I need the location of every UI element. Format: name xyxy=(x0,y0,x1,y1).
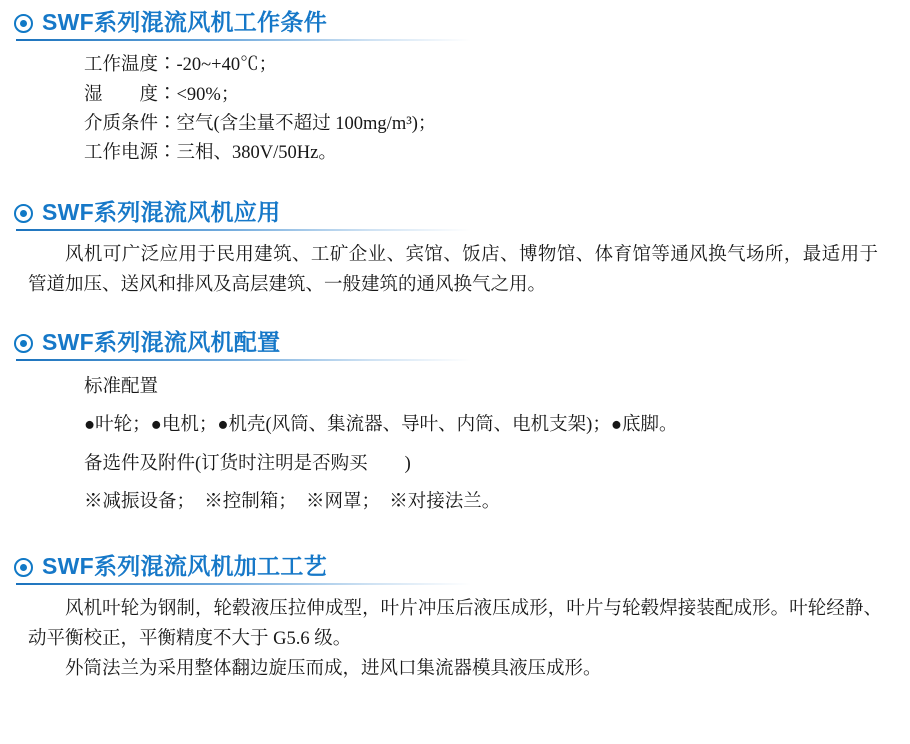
target-bullet-icon xyxy=(14,204,33,223)
list-item: 湿 度∶<90%； xyxy=(84,84,240,105)
section-heading xyxy=(14,200,896,229)
section-configuration xyxy=(14,330,896,530)
list-item: 介质条件∶空气(含尘量不超过 100mg/m³)； xyxy=(84,113,437,134)
optional-config-label: 备选件及附件(订货时注明是否购买 ) xyxy=(84,453,411,474)
list-item: 工作温度∶-20~+40℃； xyxy=(84,55,278,76)
section-applications xyxy=(14,200,896,304)
paragraph: 外筒法兰为采用整体翻边旋压而成，进风口集流器模具液压成形。 xyxy=(65,658,602,679)
target-bullet-icon xyxy=(14,14,33,33)
section-title: SWF系列混流风机配置 xyxy=(42,328,281,355)
standard-config-items: ●叶轮；●电机；●机壳(风筒、集流器、导叶、内筒、电机支架)；●底脚。 xyxy=(84,415,678,436)
optional-config-items: ※减振设备； ※控制箱； ※网罩； ※对接法兰。 xyxy=(84,491,501,512)
spacer xyxy=(14,532,896,554)
section-heading xyxy=(14,10,896,39)
standard-config-label: 标准配置 xyxy=(84,377,159,398)
section-title: SWF系列混流风机加工工艺 xyxy=(42,553,327,580)
spacer xyxy=(14,306,896,330)
section-title: SWF系列混流风机应用 xyxy=(42,199,281,226)
applications-paragraph: 风机可广泛应用于民用建筑、工矿企业、宾馆、饭店、博物馆、体育馆等通风换气场所，最适用于管道加压、送风和排风及高层建筑、一般建筑的通风换气之用。 xyxy=(28,245,878,295)
configuration-list xyxy=(14,361,896,530)
section-manufacturing-process xyxy=(14,554,896,684)
paragraph: 风机叶轮为钢制，轮毂液压拉伸成型，叶片冲压后液压成形，叶片与轮毂焊接装配成形。叶轮经静、动平衡校正，平衡精度不大于 G5.6 级。 xyxy=(28,599,882,649)
section-heading xyxy=(14,554,896,583)
section-working-conditions xyxy=(14,10,896,172)
spacer xyxy=(14,174,896,200)
manufacturing-paragraphs xyxy=(14,585,896,684)
section-title: SWF系列混流风机工作条件 xyxy=(42,9,327,35)
target-bullet-icon xyxy=(14,334,33,353)
list-item: 工作电源∶三相、380V/50Hz。 xyxy=(84,142,337,163)
target-bullet-icon xyxy=(14,558,33,577)
working-conditions-list xyxy=(14,41,896,172)
section-heading xyxy=(14,330,896,359)
